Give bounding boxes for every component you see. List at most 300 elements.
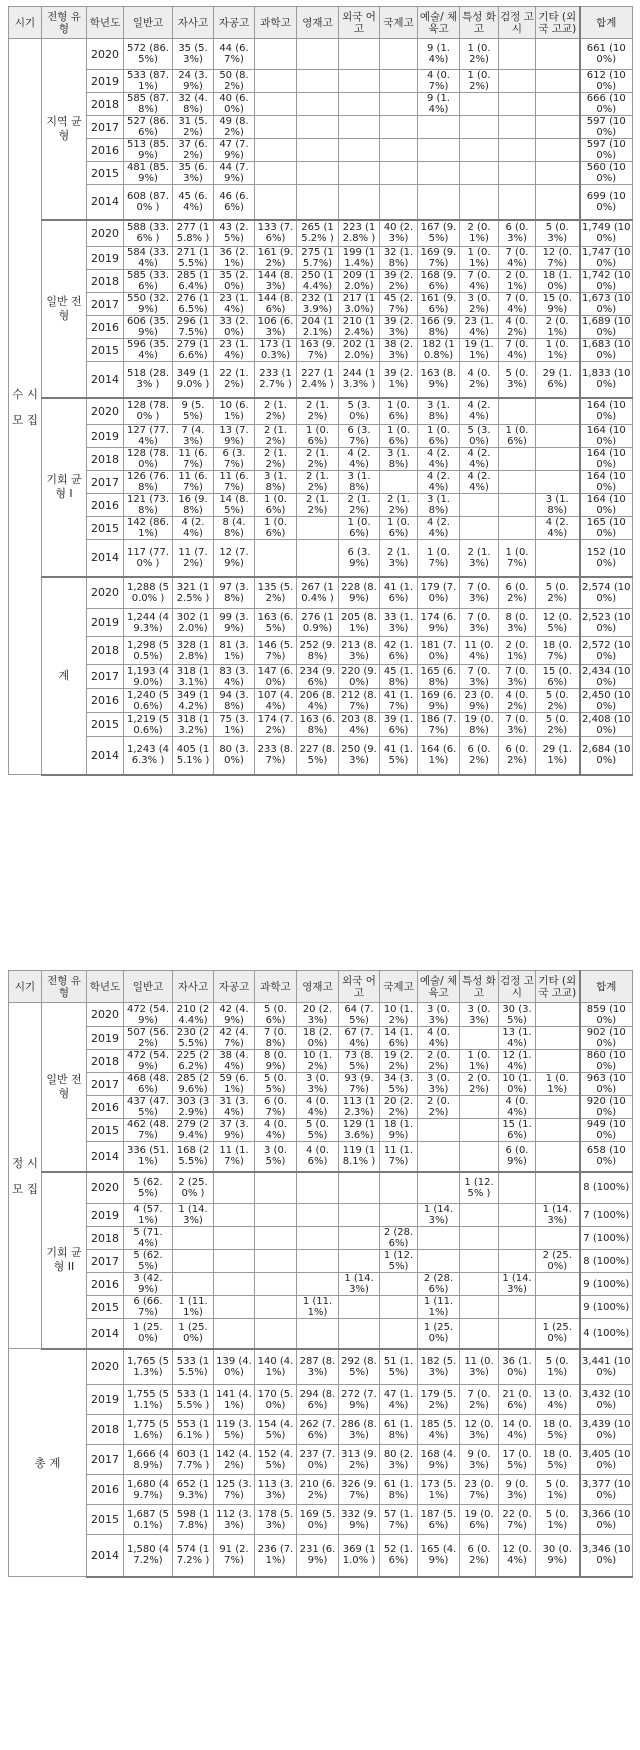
total-cell: 7 (100%) bbox=[580, 1204, 633, 1227]
specialized-cell: 1 (12.5% ) bbox=[460, 1172, 499, 1204]
autonomous-public-header: 자공고 bbox=[214, 7, 255, 39]
general-high-cell: 117 (77.0% ) bbox=[124, 540, 173, 577]
year-cell: 2019 bbox=[87, 609, 124, 637]
specialized-cell: 5 (3.0%) bbox=[460, 425, 499, 448]
autonomous-public-cell: 10 (6.1%) bbox=[214, 398, 255, 425]
table-row bbox=[9, 448, 633, 471]
table-row bbox=[9, 737, 633, 775]
foreign-language-cell: 205 (8.1%) bbox=[339, 609, 380, 637]
other-foreign-cell bbox=[536, 185, 580, 220]
autonomous-private-cell: 574 (17.2% ) bbox=[173, 1535, 214, 1577]
year-cell: 2015 bbox=[87, 162, 124, 185]
specialized-cell: 19 (0.6%) bbox=[460, 1505, 499, 1535]
science-high-cell: 147 (6.0%) bbox=[255, 665, 297, 689]
foreign-language-cell: 209 (12.0%) bbox=[339, 270, 380, 293]
arts-sports-cell: 169 (9.7%) bbox=[418, 247, 460, 270]
foreign-language-cell: 1 (14.3%) bbox=[339, 1273, 380, 1296]
science-high-cell: 174 (7.2%) bbox=[255, 713, 297, 737]
international-high-cell bbox=[380, 1319, 418, 1349]
ged-cell: 6 (0.2%) bbox=[499, 737, 536, 775]
table-row bbox=[9, 362, 633, 398]
autonomous-private-cell: 553 (16.1% ) bbox=[173, 1415, 214, 1445]
ged-cell: 1 (14.3%) bbox=[499, 1273, 536, 1296]
year-cell: 2017 bbox=[87, 1073, 124, 1096]
year-cell: 2018 bbox=[87, 637, 124, 665]
foreign-language-cell: 119 (18.1% ) bbox=[339, 1142, 380, 1172]
total-cell: 2,523 (100%) bbox=[580, 609, 633, 637]
science-high-cell bbox=[255, 1172, 297, 1204]
international-high-cell bbox=[380, 93, 418, 116]
arts-sports-cell: 168 (9.6%) bbox=[418, 270, 460, 293]
general-high-cell: 1,666 (48.9%) bbox=[124, 1445, 173, 1475]
foreign-language-cell bbox=[339, 1319, 380, 1349]
total-cell: 164 (100%) bbox=[580, 448, 633, 471]
gifted-high-cell: 4 (0.4%) bbox=[297, 1096, 339, 1119]
foreign-language-cell: 4 (2.4%) bbox=[339, 448, 380, 471]
gifted-high-header: 영재고 bbox=[297, 971, 339, 1003]
international-high-cell: 41 (1.5%) bbox=[380, 737, 418, 775]
autonomous-private-cell: 603 (17.7% ) bbox=[173, 1445, 214, 1475]
general-high-cell: 1,580 (47.2%) bbox=[124, 1535, 173, 1577]
autonomous-public-cell: 99 (3.9%) bbox=[214, 609, 255, 637]
arts-sports-cell: 4 (2.4%) bbox=[418, 471, 460, 494]
total-cell: 1,689 (100%) bbox=[580, 316, 633, 339]
science-high-cell bbox=[255, 540, 297, 577]
other-foreign-cell bbox=[536, 471, 580, 494]
total-cell: 7 (100%) bbox=[580, 1227, 633, 1250]
autonomous-public-cell: 6 (3.7%) bbox=[214, 448, 255, 471]
total-cell: 612 (100%) bbox=[580, 70, 633, 93]
year-cell: 2016 bbox=[87, 1273, 124, 1296]
ged-cell: 2 (0.1%) bbox=[499, 637, 536, 665]
autonomous-private-cell: 11 (6.7%) bbox=[173, 448, 214, 471]
science-high-cell: 140 (4.1%) bbox=[255, 1349, 297, 1385]
autonomous-public-cell: 12 (7.9%) bbox=[214, 540, 255, 577]
specialized-cell: 11 (0.3%) bbox=[460, 1349, 499, 1385]
science-high-cell: 133 (7.6%) bbox=[255, 220, 297, 247]
foreign-language-cell: 1 (0.6%) bbox=[339, 517, 380, 540]
ged-cell bbox=[499, 70, 536, 93]
gifted-high-cell: 265 (15.2% ) bbox=[297, 220, 339, 247]
other-foreign-cell bbox=[536, 1273, 580, 1296]
international-high-cell bbox=[380, 1296, 418, 1319]
gifted-high-cell bbox=[297, 185, 339, 220]
other-foreign-cell: 18 (0.7%) bbox=[536, 637, 580, 665]
science-high-cell: 106 (6.3%) bbox=[255, 316, 297, 339]
foreign-language-cell: 220 (9.0%) bbox=[339, 665, 380, 689]
gifted-high-header: 영재고 bbox=[297, 7, 339, 39]
science-high-cell: 161 (9.2%) bbox=[255, 247, 297, 270]
other-foreign-cell bbox=[536, 116, 580, 139]
autonomous-private-cell: 2 (25.0% ) bbox=[173, 1172, 214, 1204]
ged-cell: 12 (1.4%) bbox=[499, 1050, 536, 1073]
foreign-language-cell: 228 (8.9%) bbox=[339, 577, 380, 609]
table-row bbox=[9, 116, 633, 139]
science-high-cell: 107 (4.4%) bbox=[255, 689, 297, 713]
international-high-cell: 52 (1.6%) bbox=[380, 1535, 418, 1577]
science-high-cell bbox=[255, 116, 297, 139]
other-foreign-cell: 5 (0.1%) bbox=[536, 1475, 580, 1505]
total-cell: 658 (100%) bbox=[580, 1142, 633, 1172]
science-high-cell: 233 (8.7%) bbox=[255, 737, 297, 775]
other-foreign-cell bbox=[536, 1142, 580, 1172]
general-high-cell: 4 (57.1%) bbox=[124, 1204, 173, 1227]
autonomous-public-cell: 112 (3.3%) bbox=[214, 1505, 255, 1535]
international-high-cell: 80 (2.3%) bbox=[380, 1445, 418, 1475]
international-high-cell: 1 (0.6%) bbox=[380, 398, 418, 425]
autonomous-public-cell: 11 (1.7%) bbox=[214, 1142, 255, 1172]
year-cell: 2019 bbox=[87, 247, 124, 270]
year-cell: 2020 bbox=[87, 398, 124, 425]
ged-cell: 21 (0.6%) bbox=[499, 1385, 536, 1415]
science-high-cell: 2 (1.2%) bbox=[255, 398, 297, 425]
ged-cell: 7 (0.4%) bbox=[499, 247, 536, 270]
science-high-cell: 1 (0.6%) bbox=[255, 494, 297, 517]
autonomous-private-cell: 296 (17.5%) bbox=[173, 316, 214, 339]
table-row bbox=[9, 689, 633, 713]
gifted-high-cell: 2 (1.2%) bbox=[297, 398, 339, 425]
international-high-cell: 18 (1.9%) bbox=[380, 1119, 418, 1142]
arts-sports-cell: 9 (1.4%) bbox=[418, 93, 460, 116]
table-row bbox=[9, 1096, 633, 1119]
science-high-cell: 3 (0.5%) bbox=[255, 1142, 297, 1172]
other-foreign-cell bbox=[536, 162, 580, 185]
international-high-cell: 40 (2.3%) bbox=[380, 220, 418, 247]
total-header: 합계 bbox=[580, 971, 633, 1003]
table-row bbox=[9, 540, 633, 577]
autonomous-public-cell: 46 (6.6%) bbox=[214, 185, 255, 220]
science-high-cell bbox=[255, 1296, 297, 1319]
foreign-language-cell bbox=[339, 139, 380, 162]
ged-cell bbox=[499, 116, 536, 139]
general-high-cell: 481 (85.9%) bbox=[124, 162, 173, 185]
foreign-language-cell bbox=[339, 185, 380, 220]
science-high-cell: 170 (5.0%) bbox=[255, 1385, 297, 1415]
total-cell: 1,683 (100%) bbox=[580, 339, 633, 362]
foreign-language-cell: 286 (8.3%) bbox=[339, 1415, 380, 1445]
specialized-cell: 2 (1.3%) bbox=[460, 540, 499, 577]
autonomous-public-cell bbox=[214, 1273, 255, 1296]
gifted-high-cell: 234 (9.6%) bbox=[297, 665, 339, 689]
arts-sports-cell: 179 (7.0%) bbox=[418, 577, 460, 609]
autonomous-public-cell: 13 (7.9%) bbox=[214, 425, 255, 448]
autonomous-private-cell: 225 (26.2%) bbox=[173, 1050, 214, 1073]
total-cell: 164 (100%) bbox=[580, 494, 633, 517]
year-cell: 2017 bbox=[87, 1250, 124, 1273]
specialized-cell bbox=[460, 1204, 499, 1227]
general-high-cell: 608 (87.0% ) bbox=[124, 185, 173, 220]
science-high-cell: 163 (6.5%) bbox=[255, 609, 297, 637]
other-foreign-cell: 12 (0.5%) bbox=[536, 609, 580, 637]
specialized-cell: 7 (0.4%) bbox=[460, 270, 499, 293]
foreign-language-cell: 6 (3.7%) bbox=[339, 425, 380, 448]
other-foreign-cell: 18 (0.5%) bbox=[536, 1445, 580, 1475]
general-high-cell: 606 (35.9%) bbox=[124, 316, 173, 339]
total-cell: 2,572 (100%) bbox=[580, 637, 633, 665]
table-row bbox=[9, 1475, 633, 1505]
general-high-cell: 507 (56.2%) bbox=[124, 1027, 173, 1050]
autonomous-public-cell: 33 (2.0%) bbox=[214, 316, 255, 339]
autonomous-private-cell: 1 (11.1%) bbox=[173, 1296, 214, 1319]
foreign-language-cell: 64 (7.5%) bbox=[339, 1003, 380, 1027]
autonomous-public-cell: 42 (4.9%) bbox=[214, 1003, 255, 1027]
total-cell: 3,377 (100%) bbox=[580, 1475, 633, 1505]
total-cell: 1,742 (100%) bbox=[580, 270, 633, 293]
total-cell: 3,439 (100%) bbox=[580, 1415, 633, 1445]
ged-cell: 22 (0.7%) bbox=[499, 1505, 536, 1535]
sigi-cell: 수 시 모 집 bbox=[9, 39, 42, 775]
autonomous-private-cell bbox=[173, 1227, 214, 1250]
total-cell: 949 (100%) bbox=[580, 1119, 633, 1142]
table-row bbox=[9, 93, 633, 116]
ged-cell bbox=[499, 494, 536, 517]
autonomous-private-header: 자사고 bbox=[173, 7, 214, 39]
jeonhyeong-header: 전형 유형 bbox=[42, 971, 87, 1003]
other-foreign-cell: 30 (0.9%) bbox=[536, 1535, 580, 1577]
autonomous-public-cell: 40 (6.0%) bbox=[214, 93, 255, 116]
international-high-cell: 39 (2.3%) bbox=[380, 316, 418, 339]
gifted-high-cell bbox=[297, 540, 339, 577]
susi-table bbox=[8, 6, 633, 776]
general-high-cell: 527 (86.6%) bbox=[124, 116, 173, 139]
autonomous-private-cell: 11 (7.2%) bbox=[173, 540, 214, 577]
science-high-cell bbox=[255, 1273, 297, 1296]
autonomous-public-cell: 38 (4.4%) bbox=[214, 1050, 255, 1073]
foreign-language-cell: 212 (8.7%) bbox=[339, 689, 380, 713]
specialized-cell: 4 (2.4%) bbox=[460, 471, 499, 494]
total-cell: 3,405 (100%) bbox=[580, 1445, 633, 1475]
foreign-language-cell bbox=[339, 1204, 380, 1227]
year-cell: 2016 bbox=[87, 689, 124, 713]
general-high-header: 일반고 bbox=[124, 971, 173, 1003]
other-foreign-cell: 2 (0.1%) bbox=[536, 316, 580, 339]
gifted-high-cell: 267 (10.4% ) bbox=[297, 577, 339, 609]
year-cell: 2014 bbox=[87, 1535, 124, 1577]
year-cell: 2020 bbox=[87, 577, 124, 609]
other-foreign-cell: 15 (0.6%) bbox=[536, 665, 580, 689]
specialized-cell bbox=[460, 1142, 499, 1172]
specialized-cell: 19 (0.8%) bbox=[460, 713, 499, 737]
international-high-cell: 42 (1.6%) bbox=[380, 637, 418, 665]
science-high-cell bbox=[255, 1319, 297, 1349]
arts-sports-header: 예술/ 체육고 bbox=[418, 7, 460, 39]
specialized-cell: 1 (0.2%) bbox=[460, 39, 499, 70]
gifted-high-cell bbox=[297, 139, 339, 162]
gifted-high-cell bbox=[297, 1250, 339, 1273]
science-high-cell: 173 (10.3%) bbox=[255, 339, 297, 362]
foreign-language-cell: 210 (12.4%) bbox=[339, 316, 380, 339]
year-cell: 2020 bbox=[87, 1349, 124, 1385]
ged-header: 검정 고시 bbox=[499, 971, 536, 1003]
science-high-cell: 5 (0.5%) bbox=[255, 1073, 297, 1096]
science-high-cell bbox=[255, 93, 297, 116]
table-row bbox=[9, 1319, 633, 1349]
ged-cell bbox=[499, 471, 536, 494]
year-cell: 2015 bbox=[87, 517, 124, 540]
science-high-cell: 3 (1.8%) bbox=[255, 471, 297, 494]
arts-sports-cell: 1 (11.1%) bbox=[418, 1296, 460, 1319]
autonomous-private-cell: 349 (19.0% ) bbox=[173, 362, 214, 398]
table-row bbox=[9, 1172, 633, 1204]
gifted-high-cell: 18 (2.0%) bbox=[297, 1027, 339, 1050]
specialized-cell: 12 (0.3%) bbox=[460, 1415, 499, 1445]
autonomous-private-cell: 285 (29.6%) bbox=[173, 1073, 214, 1096]
autonomous-public-cell: 43 (2.5%) bbox=[214, 220, 255, 247]
general-high-cell: 596 (35.4%) bbox=[124, 339, 173, 362]
table-row bbox=[9, 1227, 633, 1250]
ged-cell bbox=[499, 1250, 536, 1273]
specialized-cell bbox=[460, 517, 499, 540]
group-label: 일반 전형 bbox=[42, 1003, 87, 1172]
header-row bbox=[9, 971, 633, 1003]
ged-cell: 7 (0.3%) bbox=[499, 665, 536, 689]
specialized-header: 특성 화고 bbox=[460, 7, 499, 39]
general-high-cell: 3 (42.9%) bbox=[124, 1273, 173, 1296]
gifted-high-cell: 210 (6.2%) bbox=[297, 1475, 339, 1505]
arts-sports-cell bbox=[418, 1119, 460, 1142]
table-row bbox=[9, 1119, 633, 1142]
science-high-cell bbox=[255, 39, 297, 70]
science-high-cell: 154 (4.5%) bbox=[255, 1415, 297, 1445]
arts-sports-cell: 167 (9.5%) bbox=[418, 220, 460, 247]
international-high-cell bbox=[380, 116, 418, 139]
table-row bbox=[9, 1505, 633, 1535]
autonomous-private-cell: 45 (6.4%) bbox=[173, 185, 214, 220]
gifted-high-cell: 250 (14.4%) bbox=[297, 270, 339, 293]
gifted-high-cell bbox=[297, 1204, 339, 1227]
arts-sports-cell: 1 (0.7%) bbox=[418, 540, 460, 577]
arts-sports-cell: 3 (1.8%) bbox=[418, 398, 460, 425]
science-high-cell bbox=[255, 185, 297, 220]
international-high-cell bbox=[380, 185, 418, 220]
arts-sports-cell bbox=[418, 1142, 460, 1172]
general-high-cell: 468 (48.6%) bbox=[124, 1073, 173, 1096]
autonomous-public-cell: 31 (3.4%) bbox=[214, 1096, 255, 1119]
total-cell: 8 (100%) bbox=[580, 1250, 633, 1273]
international-high-cell: 19 (2.2%) bbox=[380, 1050, 418, 1073]
group-label: 지역 균형 bbox=[42, 39, 87, 220]
autonomous-public-cell bbox=[214, 1250, 255, 1273]
gifted-high-cell bbox=[297, 517, 339, 540]
arts-sports-cell: 182 (5.3%) bbox=[418, 1349, 460, 1385]
other-foreign-cell: 29 (1.6%) bbox=[536, 362, 580, 398]
table-row bbox=[9, 425, 633, 448]
year-cell: 2014 bbox=[87, 540, 124, 577]
general-high-cell: 1,240 (50.6%) bbox=[124, 689, 173, 713]
table-row bbox=[9, 1027, 633, 1050]
autonomous-public-cell: 14 (8.5%) bbox=[214, 494, 255, 517]
other-foreign-cell bbox=[536, 425, 580, 448]
other-foreign-cell bbox=[536, 93, 580, 116]
foreign-language-cell: 272 (7.9%) bbox=[339, 1385, 380, 1415]
foreign-language-cell: 67 (7.4%) bbox=[339, 1027, 380, 1050]
specialized-cell: 19 (1.1%) bbox=[460, 339, 499, 362]
gifted-high-cell: 5 (0.5%) bbox=[297, 1119, 339, 1142]
specialized-cell: 11 (0.4%) bbox=[460, 637, 499, 665]
year-cell: 2015 bbox=[87, 1119, 124, 1142]
year-cell: 2016 bbox=[87, 139, 124, 162]
specialized-cell bbox=[460, 1119, 499, 1142]
arts-sports-cell: 179 (5.2%) bbox=[418, 1385, 460, 1415]
autonomous-public-cell: 75 (3.1%) bbox=[214, 713, 255, 737]
general-high-cell: 5 (62.5%) bbox=[124, 1172, 173, 1204]
autonomous-private-header: 자사고 bbox=[173, 971, 214, 1003]
general-high-cell: 513 (85.9%) bbox=[124, 139, 173, 162]
foreign-language-cell: 313 (9.2%) bbox=[339, 1445, 380, 1475]
international-high-cell bbox=[380, 70, 418, 93]
specialized-cell bbox=[460, 1096, 499, 1119]
ged-cell: 6 (0.3%) bbox=[499, 220, 536, 247]
table-row bbox=[9, 1415, 633, 1445]
ged-cell: 1 (0.6%) bbox=[499, 425, 536, 448]
year-cell: 2014 bbox=[87, 185, 124, 220]
ged-cell: 17 (0.5%) bbox=[499, 1445, 536, 1475]
science-high-cell bbox=[255, 70, 297, 93]
specialized-cell bbox=[460, 162, 499, 185]
specialized-cell: 1 (0.1%) bbox=[460, 247, 499, 270]
international-high-cell bbox=[380, 39, 418, 70]
autonomous-private-cell: 318 (13.1%) bbox=[173, 665, 214, 689]
foreign-language-cell bbox=[339, 70, 380, 93]
total-cell: 1,673 (100%) bbox=[580, 293, 633, 316]
specialized-cell: 1 (0.2%) bbox=[460, 70, 499, 93]
specialized-cell: 23 (0.9%) bbox=[460, 689, 499, 713]
general-high-cell: 1 (25.0%) bbox=[124, 1319, 173, 1349]
foreign-language-cell bbox=[339, 39, 380, 70]
foreign-language-cell: 292 (8.5%) bbox=[339, 1349, 380, 1385]
foreign-language-header: 외국 어고 bbox=[339, 971, 380, 1003]
autonomous-private-cell: 279 (29.4%) bbox=[173, 1119, 214, 1142]
foreign-language-cell: 129 (13.6%) bbox=[339, 1119, 380, 1142]
group-label: 기회 균형 I bbox=[42, 398, 87, 577]
international-high-cell bbox=[380, 1204, 418, 1227]
arts-sports-cell: 185 (5.4%) bbox=[418, 1415, 460, 1445]
general-high-cell: 1,775 (51.6%) bbox=[124, 1415, 173, 1445]
science-high-cell: 2 (1.2%) bbox=[255, 448, 297, 471]
year-cell: 2018 bbox=[87, 448, 124, 471]
arts-sports-cell bbox=[418, 1227, 460, 1250]
other-foreign-cell: 3 (1.8%) bbox=[536, 494, 580, 517]
international-high-cell: 41 (1.7%) bbox=[380, 689, 418, 713]
total-cell: 699 (100%) bbox=[580, 185, 633, 220]
autonomous-private-cell: 4 (2.4%) bbox=[173, 517, 214, 540]
arts-sports-cell: 168 (4.9%) bbox=[418, 1445, 460, 1475]
ged-header: 검정 고시 bbox=[499, 7, 536, 39]
autonomous-private-cell: 303 (32.9%) bbox=[173, 1096, 214, 1119]
general-high-cell: 336 (51.1%) bbox=[124, 1142, 173, 1172]
autonomous-private-cell: 37 (6.2%) bbox=[173, 139, 214, 162]
general-high-header: 일반고 bbox=[124, 7, 173, 39]
autonomous-private-cell: 31 (5.2%) bbox=[173, 116, 214, 139]
autonomous-public-cell: 47 (7.9%) bbox=[214, 139, 255, 162]
specialized-cell: 23 (0.7%) bbox=[460, 1475, 499, 1505]
international-high-cell: 1 (0.6%) bbox=[380, 517, 418, 540]
total-cell: 920 (100%) bbox=[580, 1096, 633, 1119]
ged-cell: 2 (0.1%) bbox=[499, 270, 536, 293]
foreign-language-cell bbox=[339, 1250, 380, 1273]
table-row bbox=[9, 1073, 633, 1096]
other-foreign-cell bbox=[536, 448, 580, 471]
year-cell: 2016 bbox=[87, 316, 124, 339]
autonomous-private-cell: 9 (5.5%) bbox=[173, 398, 214, 425]
arts-sports-cell: 1 (0.6%) bbox=[418, 425, 460, 448]
general-high-cell: 472 (54.9%) bbox=[124, 1003, 173, 1027]
general-high-cell: 533 (87.1%) bbox=[124, 70, 173, 93]
specialized-header: 특성 화고 bbox=[460, 971, 499, 1003]
specialized-cell: 7 (0.3%) bbox=[460, 577, 499, 609]
gifted-high-cell: 2 (1.2%) bbox=[297, 494, 339, 517]
ged-cell: 10 (1.0%) bbox=[499, 1073, 536, 1096]
